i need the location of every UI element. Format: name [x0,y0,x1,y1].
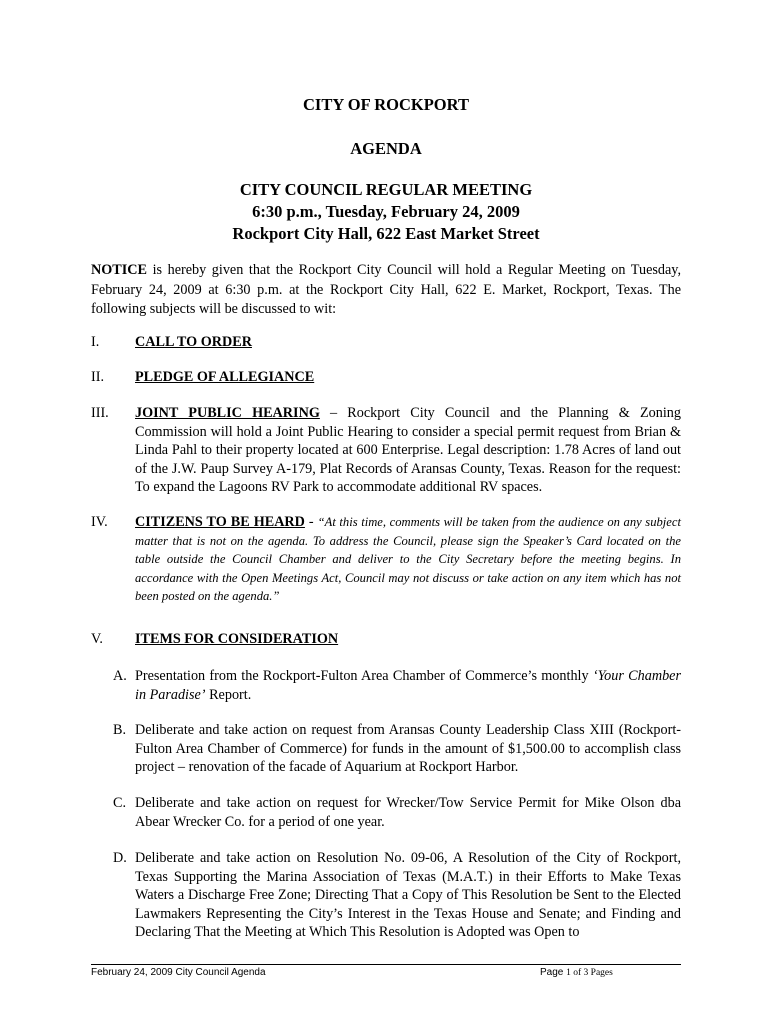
sub-item-text: Deliberate and take action on request from Aransas County Leadership Class XIII (Rockport-Fulton Area Chamber of Commerce) for funds in the amount of $1,500.00 to accomplish class project – renovation of the facade of Aquarium at Rockport Harbor. [135,722,681,775]
sub-item-letter: A. [113,668,127,684]
sub-item-letter: C. [113,795,127,811]
meeting-heading [91,179,681,245]
sub-item-text: Presentation from the Rockport-Fulton Area Chamber of Commerce’s monthly [135,668,593,684]
item-text: – Rockport City Council and the Planning & Zoning Commission will hold a Joint Public Hearing to consider a special permit request from Brian & Linda Pahl to their property located at 600 Enterprise. Legal description: 1.78 Acres of land out of the J.W. Paup Survey A-179, Plat Records of Aransas County, Texas. Reason for the request: To expand the Lagoons RV Park to accommodate additional RV spaces. [135,405,681,495]
footer-date: February 24, 2009 City Council Agenda [91,967,266,978]
agenda-title: AGENDA [350,139,422,158]
meeting-location: Rockport City Hall, 622 East Market Street [232,224,540,243]
item-heading: CALL TO ORDER [135,334,252,350]
sub-item-letter: B. [113,722,127,738]
meeting-type: CITY COUNCIL REGULAR MEETING [239,180,533,199]
notice-text: is hereby given that the Rockport City Council will hold a Regular Meeting on Tuesday, February 24, 2009 at 6:30 p.m. at the Rockport City Hall, 622 E. Market, Rockport, Texas. The following subjects will be discussed to wit: [91,262,681,317]
item-separator: - [304,514,318,530]
sub-item-c [113,794,681,831]
sub-item-a [113,667,681,704]
item-heading: JOINT PUBLIC HEARING [135,405,320,421]
agenda-item-2 [91,368,681,387]
item-heading: ITEMS FOR CONSIDERATION [135,631,339,647]
footer-page-label: Page [540,967,567,978]
agenda-item-4 [91,513,681,606]
footer-page-count: 1 of 3 Pages [566,968,613,978]
agenda-item-5 [91,630,681,649]
item-number: V. [91,631,103,647]
sub-item-text: Deliberate and take action on request for Wrecker/Tow Service Permit for Mike Olson dba Abear Wrecker Co. for a period of one year. [135,795,681,830]
notice-paragraph [91,261,681,320]
meeting-time: 6:30 p.m., Tuesday, February 24, 2009 [252,202,520,221]
item-heading: CITIZENS TO BE HEARD [135,514,305,530]
sub-item-d [113,849,681,942]
footer-divider [91,964,681,965]
sub-item-after: Report. [205,686,252,703]
city-title: CITY OF ROCKPORT [303,95,469,114]
agenda-page [91,0,681,1024]
sub-item-text: Deliberate and take action on Resolution No. 09-06, A Resolution of the City of Rockport, Texas Supporting the Marina Association of Texas (M.A.T.) in their Efforts to Make Texas Waters a Discharge Free Zone; Directing That a Copy of This Resolution be Sent to the Elected Lawmakers Representing the City’s Interest in the Texas House and Senate; and Finding and Declaring That the Meeting at Which This Resolution is Adopted was Open to [135,850,681,940]
item-number: I. [91,334,100,350]
item-number: III. [91,405,109,421]
notice-lead: NOTICE [91,262,147,278]
item-heading: PLEDGE OF ALLEGIANCE [135,369,315,385]
sub-item-letter: D. [113,850,127,866]
agenda-item-1 [91,333,681,352]
sub-item-italic: ‘Your Chamber in Paradise’ [135,668,681,703]
item-number: IV. [91,514,108,530]
item-text: “At this time, comments will be taken from the audience on any subject matter that is not on the agenda. To address the Council, please sign the Speaker’s Card located on the table outside the Council Chamber and deliver to the City Secretary before the meeting begins. In accordance with the Open Meetings Act, Council may not discuss or take action on any item which has not been posted on the agenda.” [135,515,681,603]
item-number: II. [91,369,104,385]
footer-page-number [540,967,613,978]
agenda-item-3 [91,404,681,497]
sub-item-b [113,721,681,777]
